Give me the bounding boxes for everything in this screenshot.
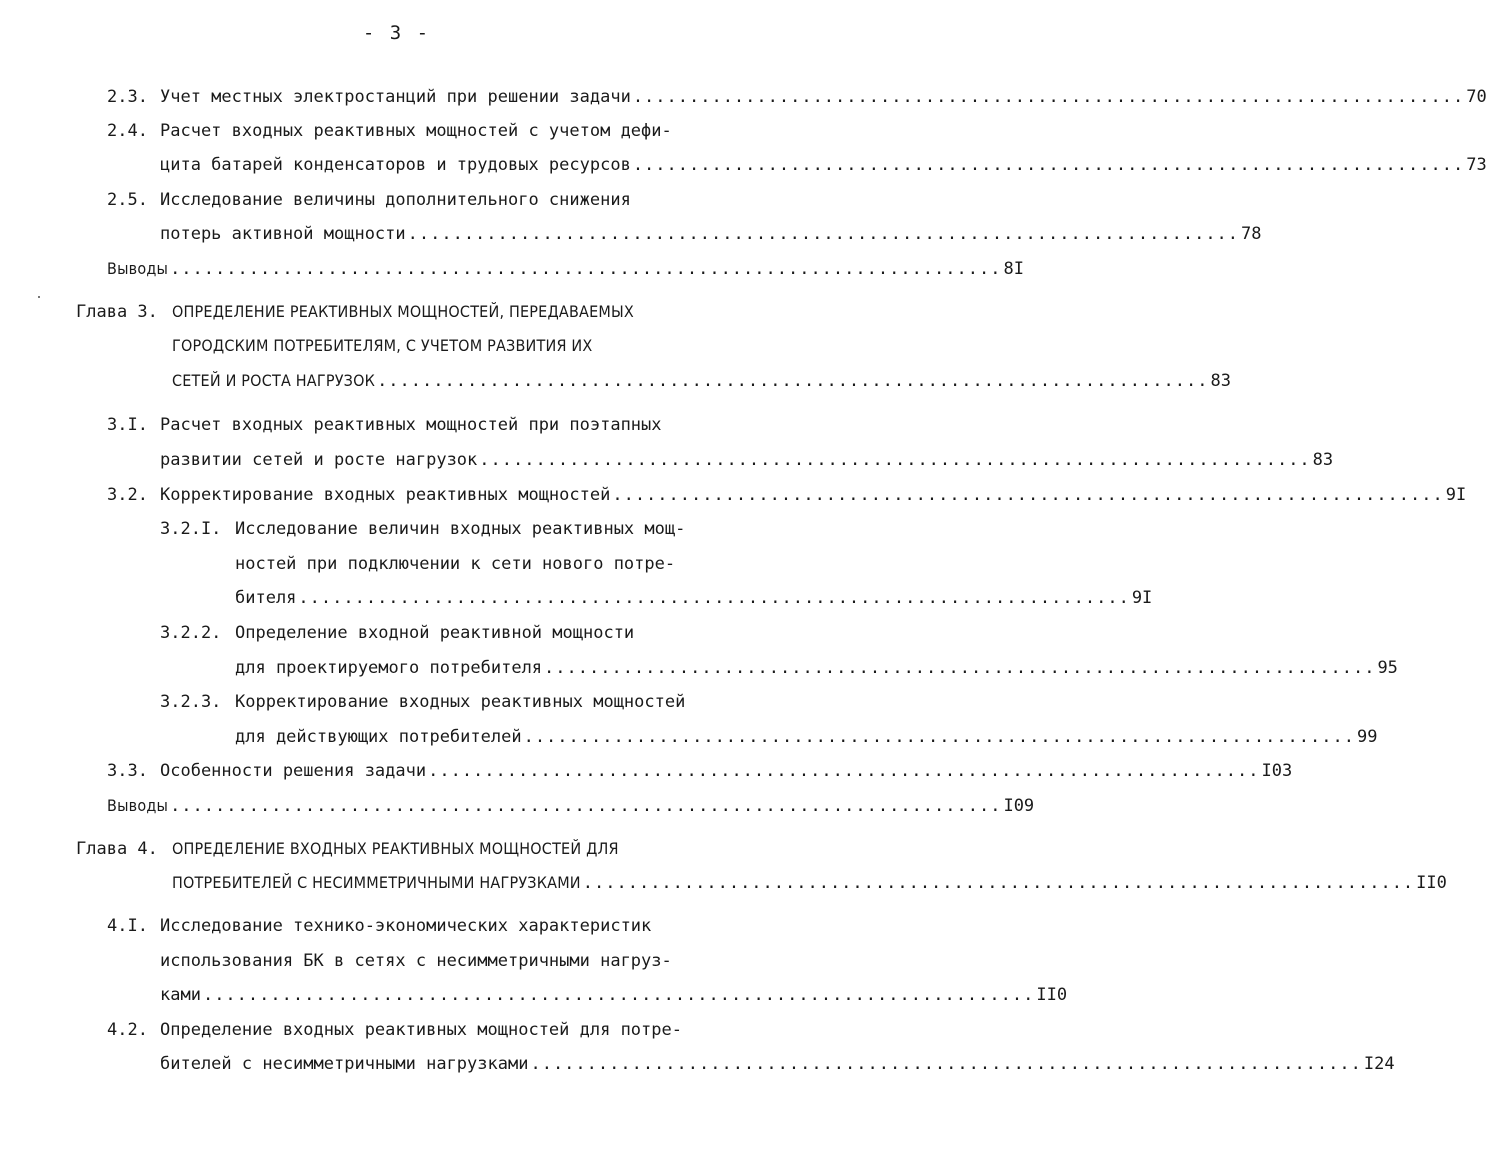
toc-page-number: 9I	[1445, 485, 1467, 505]
toc-entry-chapter-4[interactable]	[172, 870, 1447, 896]
toc-page-number: II0	[1416, 873, 1447, 893]
toc-entry-conclusions-2[interactable]	[107, 256, 1024, 282]
toc-entry-title: Определение входных реактивных мощностей для потре-	[160, 1020, 682, 1040]
chapter-title: ПОТРЕБИТЕЛЕЙ С НЕСИММЕТРИЧНЫМИ НАГРУЗКАМИ	[172, 873, 581, 892]
leader-dots: ..........................................................................	[523, 727, 1355, 747]
toc-entry-title: Особенности решения задачи	[160, 761, 427, 781]
leader-dots: ..........................................................................	[407, 224, 1240, 244]
toc-page-number: 73	[1466, 155, 1487, 175]
toc-entry-title: ностей при подключении к сети нового потре-	[235, 554, 676, 574]
toc-page-number: 78	[1241, 224, 1262, 244]
toc-number: 3.2.I.	[160, 519, 222, 539]
chapter-title: ОПРЕДЕЛЕНИЕ РЕАКТИВНЫХ МОЩНОСТЕЙ, ПЕРЕДАВАЕМЫХ	[172, 302, 634, 321]
toc-page-number: I24	[1363, 1054, 1395, 1074]
toc-entry-title: использования БК в сетях с несимметричными нагруз-	[160, 951, 672, 971]
toc-page-number: 99	[1356, 727, 1378, 747]
toc-entry-title: бителя	[235, 588, 297, 608]
toc-page-number: 83	[1312, 450, 1334, 470]
leader-dots: ..........................................................................	[202, 985, 1035, 1005]
toc-page-number: 9I	[1131, 588, 1153, 608]
toc-entry-title: для проектируемого потребителя	[235, 658, 543, 678]
toc-entry-title: Исследование величин входных реактивных мощ-	[235, 519, 686, 539]
toc-entry-2-4[interactable]	[160, 152, 1487, 178]
toc-entry-2-3[interactable]	[160, 84, 1487, 110]
toc-page-number: 70	[1466, 87, 1487, 107]
toc-number: 2.3.	[107, 87, 148, 107]
toc-entry-4-2[interactable]	[160, 1051, 1395, 1077]
toc-entry-3-2[interactable]	[160, 482, 1467, 508]
toc-entry-3-2-1[interactable]	[235, 585, 1153, 611]
leader-dots: ..........................................................................	[582, 873, 1415, 893]
toc-entry-title: Корректирование входных реактивных мощностей	[235, 692, 686, 712]
toc-page-number: II0	[1036, 985, 1068, 1005]
toc-number: 4.2.	[107, 1020, 148, 1040]
toc-entry-3-2-2[interactable]	[235, 655, 1398, 681]
toc-number: 3.3.	[107, 761, 148, 781]
leader-dots: ..........................................................................	[544, 658, 1376, 678]
leader-dots: ..........................................................................	[530, 1054, 1362, 1074]
toc-entry-2-5[interactable]	[160, 221, 1262, 247]
toc-entry-title: цита батарей конденсаторов и трудовых ресурсов	[160, 155, 631, 175]
toc-number: 3.2.3.	[160, 692, 222, 712]
toc-entry-4-1[interactable]	[160, 982, 1068, 1008]
leader-dots: ..........................................................................	[612, 485, 1444, 505]
toc-number: 3.2.	[107, 485, 148, 505]
toc-number: 2.4.	[107, 121, 148, 141]
toc-entry-title: Исследование технико-экономических характеристик	[160, 916, 652, 936]
leader-dots: ..........................................................................	[298, 588, 1130, 608]
leader-dots: ..........................................................................	[377, 371, 1209, 391]
toc-entry-title: Расчет входных реактивных мощностей с учетом дефи-	[160, 121, 672, 141]
chapter-label: Глава 4.	[76, 839, 158, 859]
toc-entry-title: Исследование величины дополнительного снижения	[160, 190, 631, 210]
toc-page-number: 8I	[1003, 259, 1024, 279]
scan-speck	[38, 296, 40, 298]
toc-entry-chapter-3[interactable]	[172, 368, 1231, 394]
leader-dots: ..........................................................................	[170, 796, 1002, 816]
toc-page-number: I03	[1261, 761, 1293, 781]
leader-dots: ..........................................................................	[428, 761, 1260, 781]
toc-entry-title: для действующих потребителей	[235, 727, 522, 747]
toc-entry-title: Корректирование входных реактивных мощностей	[160, 485, 611, 505]
toc-entry-3-2-3[interactable]	[235, 724, 1378, 750]
toc-entry-3-3[interactable]	[160, 758, 1293, 784]
toc-entry-title: ками	[160, 985, 201, 1005]
toc-entry-title: бителей с несимметричными нагрузками	[160, 1054, 529, 1074]
leader-dots: ..........................................................................	[479, 450, 1311, 470]
toc-page-number: 83	[1210, 371, 1231, 391]
toc-number: 3.2.2.	[160, 623, 222, 643]
chapter-label: Глава 3.	[76, 302, 158, 322]
page-number: - 3 -	[362, 22, 431, 44]
toc-entry-title: Выводы	[107, 796, 169, 815]
toc-entry-3-1[interactable]	[160, 447, 1334, 473]
toc-number: 3.I.	[107, 415, 148, 435]
toc-entry-title: развитии сетей и росте нагрузок	[160, 450, 478, 470]
toc-entry-conclusions-3[interactable]	[107, 793, 1035, 819]
toc-entry-title: Выводы	[107, 259, 169, 278]
toc-page-number: 95	[1377, 658, 1398, 678]
toc-entry-title: Расчет входных реактивных мощностей при поэтапных	[160, 415, 662, 435]
chapter-title: ОПРЕДЕЛЕНИЕ ВХОДНЫХ РЕАКТИВНЫХ МОЩНОСТЕЙ ДЛЯ	[172, 839, 619, 858]
toc-page-number: I09	[1003, 796, 1035, 816]
toc-entry-title: потерь активной мощности	[160, 224, 406, 244]
leader-dots: ..........................................................................	[170, 259, 1002, 279]
toc-entry-title: Определение входной реактивной мощности	[235, 623, 635, 643]
chapter-title: ГОРОДСКИМ ПОТРЕБИТЕЛЯМ, С УЧЕТОМ РАЗВИТИЯ ИХ	[172, 336, 593, 355]
chapter-title: СЕТЕЙ И РОСТА НАГРУЗОК	[172, 371, 376, 390]
leader-dots: ..........................................................................	[632, 87, 1465, 107]
toc-number: 4.I.	[107, 916, 148, 936]
toc-entry-title: Учет местных электростанций при решении задачи	[160, 87, 631, 107]
toc-number: 2.5.	[107, 190, 148, 210]
leader-dots: ..........................................................................	[632, 155, 1465, 175]
